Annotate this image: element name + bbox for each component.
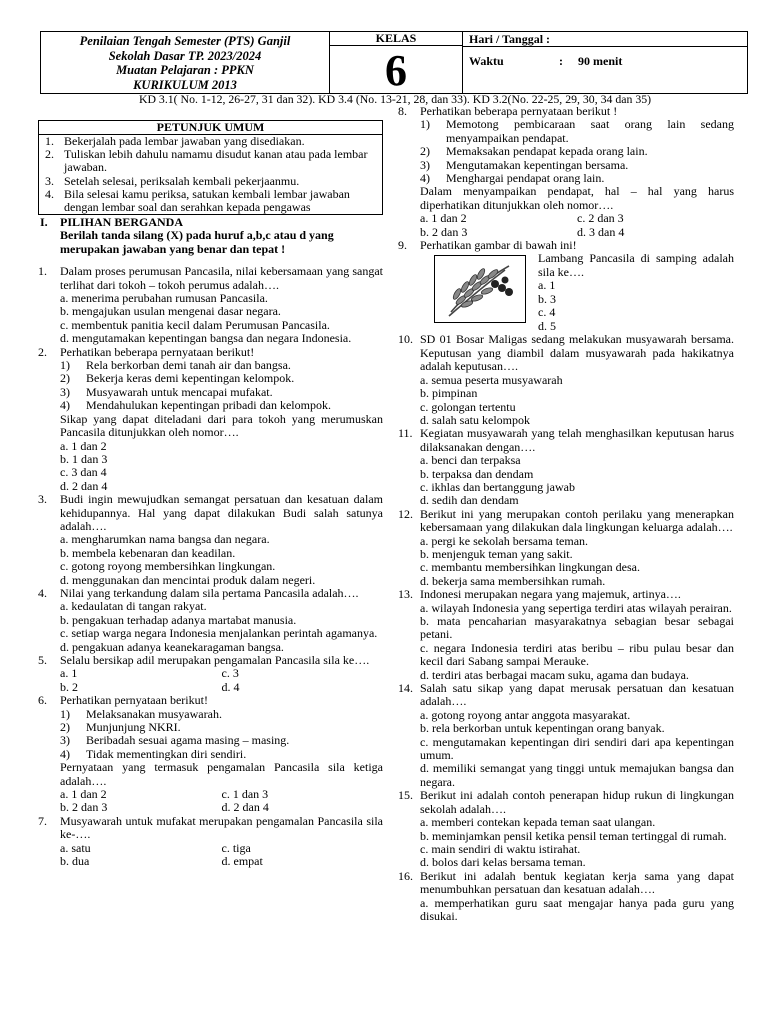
- question-text: Dalam proses perumusan Pancasila, nilai kebersamaan yang sangat terlihat dari tokoh – tokoh perumus adalah….: [60, 264, 383, 292]
- option[interactable]: a. 1 dan 2: [60, 438, 107, 453]
- option[interactable]: a. satu: [60, 840, 91, 855]
- option[interactable]: d. salah satu kelompok: [420, 412, 530, 427]
- question-15: [398, 789, 734, 816]
- left-column: [38, 120, 383, 869]
- question-14: [398, 682, 734, 709]
- option[interactable]: b. 2 dan 3: [420, 224, 468, 239]
- petunjuk-number: 2.: [45, 147, 54, 162]
- question-text: Berikut ini adalah bentuk kegiatan kerja sama yang dapat menumbuhkan persatuan dan kesatuan adalah….: [420, 868, 734, 897]
- statement-text: Memaksakan pendapat kepada orang lain.: [446, 144, 648, 159]
- option[interactable]: a. benci dan terpaksa: [420, 453, 521, 468]
- option[interactable]: d. bolos dari kelas bersama teman.: [420, 855, 586, 870]
- option[interactable]: d. empat: [221, 854, 263, 869]
- option[interactable]: d. 3 dan 4: [577, 224, 625, 239]
- question-number: 12.: [398, 506, 413, 521]
- option[interactable]: d. mengutamakan kepentingan bangsa dan negara Indonesia.: [60, 331, 352, 346]
- statement: [38, 399, 383, 412]
- option-row: [38, 855, 383, 868]
- statement-text: Tidak mementingkan diri sendiri.: [86, 746, 247, 761]
- exam-title-line: Sekolah Dasar TP. 2023/2024: [108, 48, 262, 63]
- option[interactable]: c. 3 dan 4: [60, 465, 107, 480]
- option[interactable]: a. memberi contekan kepada teman saat ulangan.: [420, 815, 656, 830]
- waktu-value: : 90 menit: [559, 54, 623, 68]
- statement: [398, 145, 734, 158]
- statement-text: Rela berkorban demi tanah air dan bangsa.: [86, 358, 291, 373]
- statement-number: 1): [60, 706, 70, 721]
- option[interactable]: c. negara Indonesia terdiri atas beribu – ribu pulau besar dan kecil dari Sabang sampai Merauke.: [420, 640, 734, 669]
- question-number: 2.: [38, 344, 47, 359]
- statement: [38, 748, 383, 761]
- option[interactable]: d. bekerja sama membersihkan rumah.: [420, 573, 606, 588]
- option[interactable]: c. membentuk panitia kecil dalam Perumusan Pancasila.: [60, 317, 330, 332]
- option[interactable]: b. membela kebenaran dan keadilan.: [60, 545, 236, 560]
- statement-text: Mendahulukan kepentingan pribadi dan kelompok.: [86, 398, 331, 413]
- statement-number: 1): [60, 358, 70, 373]
- option[interactable]: b. meminjamkan pensil ketika pensil teman tertinggal di rumah.: [420, 828, 727, 843]
- question-number: 16.: [398, 868, 413, 883]
- statement-text: Beribadah sesuai agama masing – masing.: [86, 733, 290, 748]
- question-number: 6.: [38, 693, 47, 708]
- question-13: [398, 588, 734, 601]
- question-number: 13.: [398, 587, 413, 602]
- question-text: Budi ingin mewujudkan semangat persatuan dan kesatuan dalam kehidupannya. Hal yang dapat dilakukan Budi salah satunya adalah….: [60, 492, 383, 533]
- petunjuk-text: Bekerjalah pada lembar jawaban yang disediakan.: [64, 134, 305, 148]
- option[interactable]: b. rela berkorban untuk kepentingan orang banyak.: [420, 721, 665, 736]
- statement-number: 4): [60, 746, 70, 761]
- option[interactable]: a. semua peserta musyawarah: [420, 372, 563, 387]
- option[interactable]: a. menerima perubahan rumusan Pancasila.: [60, 291, 268, 306]
- option[interactable]: a. memperhatikan guru saat mengajar hanya pada guru yang disukai.: [420, 895, 734, 923]
- exam-title-line: Penilaian Tengah Semester (PTS) Ganjil: [79, 34, 291, 48]
- statement-number: 4): [60, 398, 70, 413]
- question-text: Berikut ini adalah contoh penerapan hidup rukun di lingkungan sekolah adalah….: [420, 788, 734, 816]
- option-row: [38, 667, 383, 680]
- statement-number: 3): [60, 733, 70, 748]
- option[interactable]: a. 1 dan 2: [420, 211, 467, 226]
- option[interactable]: d. memiliki semangat yang tinggi untuk memajukan bangsa dan negara.: [420, 761, 734, 789]
- question-6: [38, 694, 383, 707]
- option[interactable]: b. mata pencaharian masyarakatnya sebagian besar sebagai petani.: [420, 614, 734, 642]
- option[interactable]: b. mengajukan usulan mengenai dasar negara.: [60, 304, 281, 319]
- question-4: [38, 587, 383, 600]
- statement: [38, 386, 383, 399]
- option[interactable]: c. 2 dan 3: [577, 211, 624, 226]
- right-column: [398, 105, 734, 923]
- emblem-question: [526, 252, 734, 333]
- option[interactable]: d. menggunakan dan mencintai produk dalam negeri.: [60, 572, 316, 587]
- option[interactable]: a. 1 dan 2: [60, 787, 107, 802]
- option[interactable]: b. pimpinan: [420, 386, 478, 401]
- option[interactable]: d. 5: [538, 318, 556, 333]
- statement: [38, 359, 383, 372]
- question-11: [398, 427, 734, 454]
- question-number: 5.: [38, 653, 47, 667]
- question-3: [38, 493, 383, 533]
- statement: [38, 372, 383, 385]
- petunjuk-list: [39, 135, 382, 214]
- question-text: Salah satu sikap yang dapat merusak persatuan dan kesatuan adalah….: [420, 681, 734, 709]
- question-text: Perhatikan beberapa pernyataan berikut!: [60, 344, 255, 359]
- statement-number: 2): [420, 144, 430, 159]
- statement-number: 4): [420, 171, 430, 186]
- option[interactable]: c. gotong royong membersihkan lingkungan.: [60, 559, 276, 574]
- petunjuk-title: PETUNJUK UMUM: [39, 121, 382, 135]
- option[interactable]: d. sedih dan dendam: [420, 493, 519, 508]
- statement-number: 1): [420, 117, 430, 132]
- question-number: 8.: [398, 104, 407, 118]
- padi-kapas-emblem-image: [434, 255, 526, 323]
- petunjuk-item: [39, 175, 378, 188]
- statement-text: Bekerja keras demi kepentingan kelompok.: [86, 371, 295, 386]
- section-title: PILIHAN BERGANDA: [60, 215, 184, 230]
- question-text: Perhatikan beberapa pernyataan berikut !: [420, 104, 618, 118]
- petunjuk-item: [39, 188, 378, 214]
- question-5: [38, 654, 383, 667]
- section-instruction: Berilah tanda silang (X) pada huruf a,b,c atau d yang merupakan jawaban yang benar dan tepat !: [60, 228, 334, 256]
- statement: [398, 172, 734, 185]
- kd-line: KD 3.1( No. 1-12, 26-27, 31 dan 32). KD 3.4 (No. 13-21, 28, dan 33). KD 3.2(No. 22-25, 29, 30, 34 dan 35): [138, 92, 652, 106]
- option[interactable]: d. pengakuan adanya keanekaragaman bangsa.: [60, 639, 284, 654]
- statement-text: Munjunjung NKRI.: [86, 720, 181, 735]
- question-text: SD 01 Bosar Maligas sedang melakukan musyawarah bersama. Keputusan yang diambil dalam musyawarah pada hakikatnya adalah keputusan….: [420, 332, 734, 374]
- option[interactable]: b. terpaksa dan dendam: [420, 466, 534, 481]
- petunjuk-number: 1.: [45, 134, 54, 148]
- option-row: [38, 801, 383, 814]
- option[interactable]: b. 1 dan 3: [60, 451, 108, 466]
- option[interactable]: a. wilayah Indonesia yang sepertiga terdiri atas wilayah perairan.: [420, 600, 732, 615]
- question-7: [38, 815, 383, 842]
- petunjuk-text: Bila selesai kamu periksa, satukan kembali lembar jawaban dengan lembar soal dan serahkan kepada pengawas: [64, 186, 350, 215]
- question-stem: Pernyataan yang termasuk pengamalan Pancasila sila ketiga adalah….: [60, 760, 383, 788]
- statement: [398, 159, 734, 172]
- waktu-label: Waktu: [469, 54, 504, 68]
- option[interactable]: c. mengutamakan kepentingan diri sendiri dari apa kepentingan umum.: [420, 734, 734, 763]
- question-text: Indonesi merupakan negara yang majemuk, artinya….: [420, 587, 681, 602]
- petunjuk-text: Setelah selesai, periksalah kembali pekerjaanmu.: [64, 173, 300, 188]
- option-row: [398, 212, 734, 225]
- question-number: 9.: [398, 238, 407, 253]
- question-10: [398, 333, 734, 373]
- option[interactable]: b. 2: [60, 679, 78, 694]
- option-row: [398, 226, 734, 239]
- exam-title-box: [40, 31, 330, 94]
- option[interactable]: c. tiga: [221, 840, 251, 855]
- hari-tanggal-label: Hari / Tanggal :: [462, 31, 748, 47]
- question-text: Perhatikan gambar di bawah ini!: [420, 238, 577, 253]
- question-number: 15.: [398, 788, 413, 803]
- option[interactable]: a. kedaulatan di tangan rakyat.: [60, 599, 207, 614]
- option[interactable]: c. 1 dan 3: [221, 787, 269, 802]
- exam-title-line: Muatan Pelajaran : PPKN: [116, 63, 254, 77]
- option[interactable]: d. 4: [221, 679, 240, 694]
- statement: [398, 118, 734, 145]
- question-12: [398, 508, 734, 535]
- question-text: Kegiatan musyawarah yang telah menghasilkan keputusan harus dilaksanakan dengan….: [420, 426, 734, 454]
- statement-text: Melaksanakan musyawarah.: [86, 706, 222, 721]
- statement: [38, 708, 383, 721]
- question-number: 7.: [38, 813, 47, 828]
- petunjuk-text: Tuliskan lebih dahulu namamu disudut kanan atau pada lembar jawaban.: [64, 147, 368, 175]
- question-text: Perhatikan pernyataan berikut!: [60, 693, 208, 708]
- petunjuk-umum-box: [38, 120, 383, 215]
- option[interactable]: a. mengharumkan nama bangsa dan negara.: [60, 532, 270, 547]
- option[interactable]: d. 2 dan 4: [60, 478, 108, 493]
- statement-text: Memotong pembicaraan saat orang lain sedang menyampaikan pendapat.: [446, 117, 734, 145]
- statement: [38, 721, 383, 734]
- question-text: Musyawarah untuk mufakat merupakan pengamalan Pancasila sila ke-….: [60, 813, 383, 842]
- statement-number: 3): [420, 157, 430, 172]
- option[interactable]: c. golongan tertentu: [420, 399, 516, 414]
- question-16: [398, 870, 734, 897]
- option-row: [38, 681, 383, 694]
- option[interactable]: a. 1: [60, 666, 78, 681]
- option[interactable]: b. pengakuan terhadap adanya martabat manusia.: [60, 612, 297, 627]
- question-number: 11.: [398, 426, 413, 441]
- statement: [38, 734, 383, 747]
- petunjuk-number: 4.: [45, 186, 54, 201]
- option[interactable]: b. dua: [60, 854, 90, 869]
- emblem-row: [398, 252, 734, 333]
- question-text: Selalu bersikap adil merupakan pengamalan Pancasila sila ke….: [60, 653, 370, 667]
- statement-text: Mengutamakan kepentingan bersama.: [446, 157, 629, 172]
- option[interactable]: c. membantu membersihkan lingkungan desa.: [420, 560, 640, 575]
- kelas-value: 6: [329, 45, 463, 94]
- option[interactable]: c. 3: [221, 666, 239, 681]
- option[interactable]: d. 2 dan 4: [221, 800, 269, 815]
- statement-number: 3): [60, 384, 70, 399]
- question-number: 4.: [38, 585, 47, 600]
- kelas-label: KELAS: [329, 31, 463, 46]
- statement-text: Menghargai pendapat orang lain.: [446, 171, 605, 186]
- petunjuk-number: 3.: [45, 173, 54, 188]
- emblem-question-text: Lambang Pancasila di samping adalah sila ke….: [538, 251, 734, 279]
- statement-text: Musyawarah untuk mencapai mufakat.: [86, 384, 273, 399]
- question-stem: Sikap yang dapat diteladani dari para tokoh yang merumuskan Pancasila ditunjukkan oleh nomor….: [60, 411, 383, 440]
- question-2: [38, 346, 383, 359]
- option[interactable]: d. terdiri atas berbagai macam suku, agama dan budaya.: [420, 667, 689, 682]
- option[interactable]: c. ikhlas dan bertanggung jawab: [420, 479, 575, 494]
- question-number: 1.: [38, 264, 47, 279]
- question-text: Nilai yang terkandung dalam sila pertama Pancasila adalah….: [60, 585, 359, 600]
- option[interactable]: c. main sendiri di waktu istirahat.: [420, 841, 581, 856]
- option[interactable]: a. pergi ke sekolah bersama teman.: [420, 533, 589, 548]
- question-number: 10.: [398, 332, 413, 347]
- question-number: 14.: [398, 681, 413, 696]
- petunjuk-item: [39, 148, 378, 174]
- question-stem: Dalam menyampaikan pendapat, hal – hal yang harus diperhatikan ditunjukkan oleh nomor….: [420, 184, 734, 212]
- exam-title-line: KURIKULUM 2013: [133, 77, 237, 92]
- option[interactable]: c. setiap warga negara Indonesia menjalankan perintah agamanya.: [60, 626, 378, 641]
- waktu-box: [462, 46, 748, 94]
- option[interactable]: b. 2 dan 3: [60, 800, 108, 815]
- option[interactable]: b. menjenguk teman yang sakit.: [420, 546, 573, 561]
- question-8: [398, 105, 734, 118]
- section-roman: I.: [40, 215, 48, 230]
- option-row: [38, 788, 383, 801]
- statement-number: 2): [60, 371, 70, 386]
- question-text: Berikut ini yang merupakan contoh perilaku yang menerapkan kebersamaan yang dilakukan dala lingkungan keluarga adalah….: [420, 506, 734, 535]
- option[interactable]: c. 4: [538, 305, 556, 320]
- question-number: 3.: [38, 492, 47, 507]
- option-row: [38, 842, 383, 855]
- question-9: [398, 239, 734, 252]
- option[interactable]: a. gotong royong antar anggota masyarakat.: [420, 707, 631, 722]
- statement-number: 2): [60, 720, 70, 735]
- rice-cotton-icon: [435, 256, 525, 322]
- question-1: [38, 265, 383, 292]
- option[interactable]: a. 1: [538, 278, 556, 293]
- option[interactable]: b. 3: [538, 291, 556, 306]
